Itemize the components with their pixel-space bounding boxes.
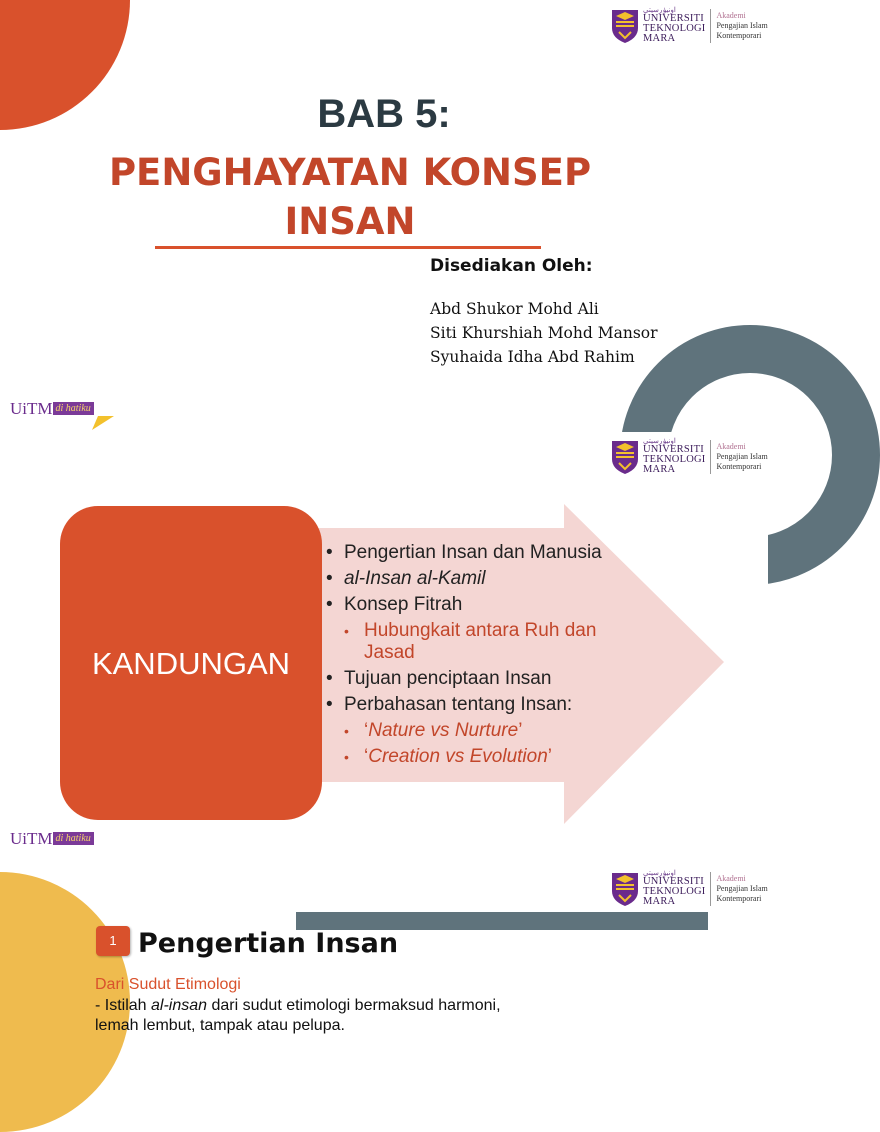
list-item: • Perbahasan tentang Insan: [322,694,622,716]
logo-line2: TEKNOLOGI [643,454,706,465]
author-name: Abd Shukor Mohd Ali [430,300,599,318]
chapter-subtitle-line2: INSAN [284,200,416,243]
logo-line3: MARA [643,464,676,475]
uitm-dihatiku-logo [10,400,94,418]
logo-line3: MARA [643,896,676,907]
definition-term: al-insan [151,997,208,1014]
list-subitem-text: Creation vs Evolution [368,746,548,767]
list-subitem-text: Nature vs Nurture [368,720,519,741]
dihatiku-tag: di hatiku [53,832,94,845]
dihatiku-tag: di hatiku [53,402,94,415]
logo-akademi-line2: Pengajian Islam [716,883,768,893]
section-number-badge: 1 [96,926,130,956]
logo-line2: TEKNOLOGI [643,886,706,897]
logo-akademi-line3: Kontemporari [716,30,762,40]
definition-prefix: - Istilah [95,997,152,1014]
list-item: • Pengertian Insan dan Manusia [322,542,622,564]
definition-slide [0,852,768,1034]
list-subitem: • ‘Nature vs Nurture’ [322,720,622,742]
author-name: Siti Khurshiah Mohd Mansor [430,324,658,342]
logo-akademi-line2: Pengajian Islam [716,20,768,30]
logo-divider [710,872,711,906]
list-item [322,568,622,590]
uitm-crest-icon [610,8,640,44]
logo-divider [710,9,711,43]
logo-akademi-line2: Pengajian Islam [716,451,768,461]
logo-line3: MARA [643,33,676,44]
chapter-title: BAB 5: [317,92,451,136]
uitm-logo [610,7,768,44]
logo-jawi: اونيۏرسيتي [643,869,676,877]
kandungan-box [60,506,322,820]
definition-rest: dari sudut etimologi bermaksud harmoni, lemah lembut, tampak atau pelupa. [95,997,501,1034]
chapter-subtitle-line1: PENGHAYATAN KONSEP [108,151,592,194]
logo-line1: UNIVERSITI [643,444,704,455]
logo-akademi-line3: Kontemporari [716,461,762,471]
logo-jawi: اونيۏرسيتي [643,6,676,14]
dihatiku-triangle-icon [92,416,114,430]
kandungan-label: KANDUNGAN [91,646,291,681]
definition-text [95,996,525,1036]
list-subitem: • ‘Creation vs Evolution’ [322,746,622,768]
list-item: • Konsep Fitrah [322,594,622,616]
author-name: Syuhaida Idha Abd Rahim [430,348,635,366]
list-item-text: al-Insan al-Kamil [344,568,486,589]
logo-akademi: Akademi [716,873,746,883]
section-title: Pengertian Insan [138,928,399,959]
uitm-crest-icon [610,871,640,907]
uitm-dihatiku-logo [10,830,94,848]
logo-akademi: Akademi [716,441,746,451]
logo-line2: TEKNOLOGI [643,23,706,34]
uitm-logo [610,870,768,907]
title-underline [155,246,541,249]
prepared-by-label: Disediakan Oleh: [430,256,593,276]
dihatiku-uitm: UiTM [10,399,53,418]
logo-akademi: Akademi [716,10,746,20]
logo-jawi: اونيۏرسيتي [643,437,676,445]
logo-line1: UNIVERSITI [643,876,704,887]
dihatiku-uitm: UiTM [10,829,53,848]
title-slide [0,0,768,432]
logo-akademi-line3: Kontemporari [716,893,762,903]
logo-line1: UNIVERSITI [643,13,704,24]
list-item: • Tujuan penciptaan Insan [322,668,622,690]
subheading: Dari Sudut Etimologi [95,976,241,993]
contents-slide [0,432,768,852]
contents-list [322,542,622,772]
chapter-subtitle [80,148,620,246]
list-subitem: • Hubungkait antara Ruh dan Jasad [322,620,622,664]
